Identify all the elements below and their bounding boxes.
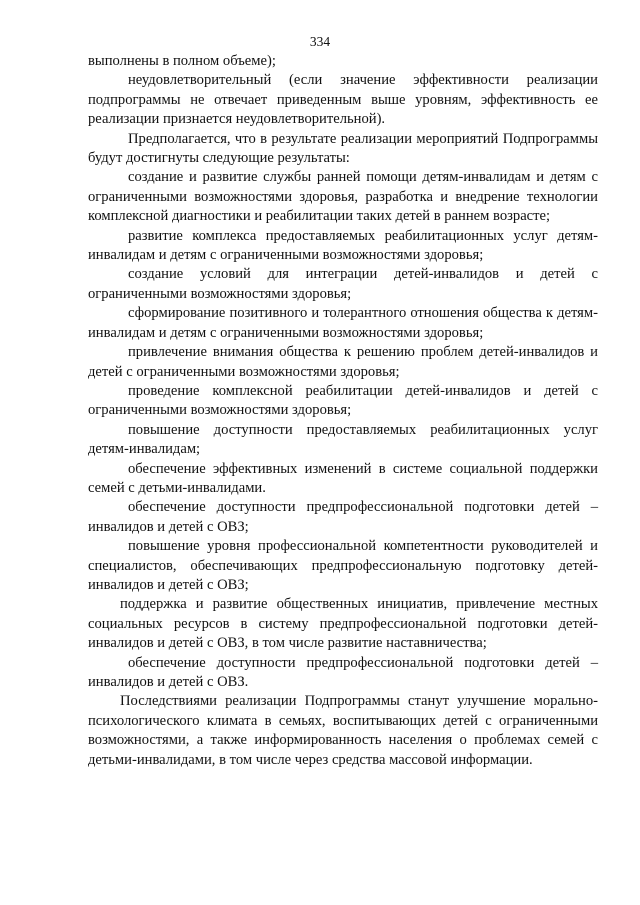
result-item: проведение комплексной реабилитации детей-инвалидов и детей с ограниченными возможностями здоровья; [88, 382, 598, 419]
result-item: обеспечение доступности предпрофессиональной подготовки детей – инвалидов и детей с ОВЗ. [88, 654, 598, 690]
result-item: создание и развитие службы ранней помощи детям-инвалидам и детям с ограниченными возможностями здоровья, разработка и внедрение технологии комплексной диагностики и реабилитации таких детей в раннем возрасте; [88, 169, 598, 225]
paragraph-consequences: Последствиями реализации Подпрограммы станут улучшение морально-психологического климата в семьях, воспитывающих детей с ограниченными возможностями, а также информированность населения о проблемах семей с детьми-инвалидами, в том числе через средства массовой информации. [88, 693, 598, 768]
result-item: обеспечение эффективных изменений в системе социальной поддержки семей с детьми-инвалидами. [88, 460, 598, 496]
result-item: обеспечение доступности предпрофессиональной подготовки детей – инвалидов и детей с ОВЗ; [88, 499, 598, 535]
result-item: развитие комплекса предоставляемых реабилитационных услуг детям-инвалидам и детям с ограниченными возможностями здоровья; [88, 227, 598, 264]
paragraph-expected-results: Предполагается, что в результате реализации мероприятий Подпрограммы будут достигнуты следующие результаты: [88, 130, 598, 167]
paragraph-unsatisfactory: неудовлетворительный (если значение эффективности реализации подпрограммы не отвечает приведенным выше уровням, эффективность ее реализации признается неудовлетворительной). [88, 72, 598, 128]
result-item: сформирование позитивного и толерантного отношения общества к детям-инвалидам и детям с ограниченными возможностями здоровья; [88, 305, 598, 341]
page-number: 334 [309, 34, 331, 49]
paragraph-continuation: выполнены в полном объеме); [88, 53, 276, 69]
result-item: повышение доступности предоставляемых реабилитационных услуг детям-инвалидам; [88, 421, 598, 458]
document-body [88, 52, 598, 770]
result-item: создание условий для интеграции детей-инвалидов и детей с ограниченными возможностями здоровья; [88, 266, 598, 302]
result-item: поддержка и развитие общественных инициатив, привлечение местных социальных ресурсов в систему предпрофессиональной подготовки детей-инвалидов и детей с ОВЗ, в том числе развитие наставничества; [88, 596, 598, 652]
result-item: привлечение внимания общества к решению проблем детей-инвалидов и детей с ограниченными возможностями здоровья; [88, 344, 598, 380]
result-item: повышение уровня профессиональной компетентности руководителей и специалистов, обеспечивающих предпрофессиональную подготовку детей-инвалидов и детей с ОВЗ; [88, 538, 598, 593]
